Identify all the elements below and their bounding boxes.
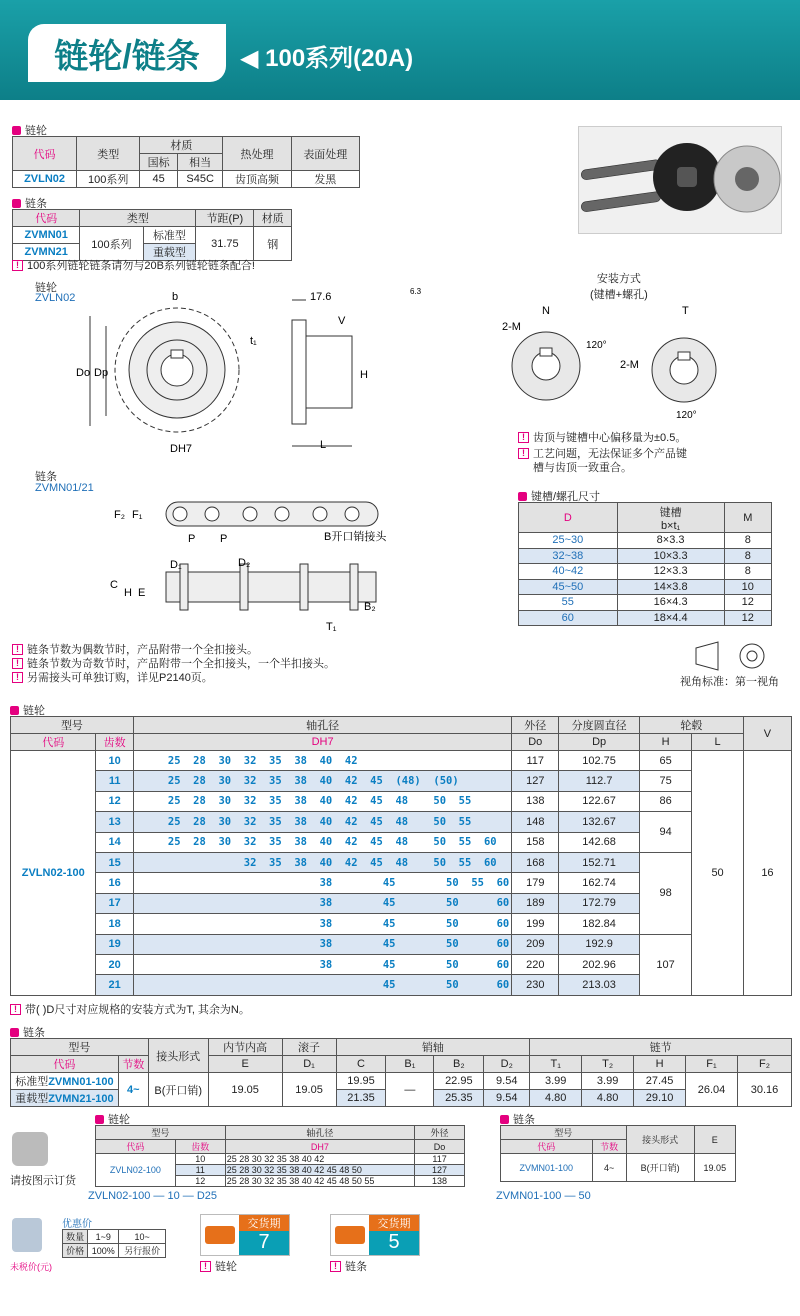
label-h2: H [124, 587, 132, 599]
view-standard: 视角标准：第一视角 [680, 676, 779, 688]
chain-dimension-table: 型号 接头形式 内节内高 滚子 销轴 链节 代码 节数 E D₁ C B₁ B₂ D₂ T₁ T₂ H F₁ F₂ 标准型ZVMN01-100 4~ B(开口销) 19.05 19.05 19.95 — 22.95 9.54 3.99 3.99 27.45 26.04 30.16 重载型ZVMN21-100 21.35 25.35 9.54 4.80 4.80 29.10 [10, 1038, 792, 1107]
delivery-box-sprocket [200, 1214, 290, 1256]
section-title-sprocket-spec: 链轮 [12, 122, 47, 138]
delivery-days: 7 [239, 1231, 289, 1255]
order-label: 请按图示订货 [10, 1175, 76, 1187]
order-sprocket-example: ZVLN02-100 — 10 — D25 [88, 1190, 218, 1202]
label-2m-a: 2-M [502, 321, 521, 333]
section-title-sprocket-table: 链轮 [10, 702, 45, 718]
mount-notes: ! 齿顶与键槽中心偏移量为±0.5。 ! 工艺问题，无法保证多个产品键 槽与齿顶一致重合。 [518, 431, 687, 475]
order-sprocket-title: 链轮 [95, 1111, 130, 1127]
label-h: H [360, 369, 368, 381]
delivery-label: 交货期 [369, 1215, 419, 1231]
label-t1: t₁ [250, 335, 257, 347]
delivery-label: 交货期 [239, 1215, 289, 1231]
sprocket-dimension-table: 型号 轴孔径 外径 分度圆直径 轮毂 V 代码 齿数 DH7 Do Dp H L ZVLN02-100 10 25 28 30 32 35 38 40 42 117 102.75 65 50 16 11 25 28 30 32 35 38 40 42 45 (48) (50) 127 112.7 75 12 25 28 30 32 35 38 40 42 45 48 50 55 138 122.67 86 13 25 28 30 32 35 38 40 42 45 48 50 55 148 132.67 94 14 25 28 30 32 35 38 40 42 45 48 50 55 60 158 142.68 15 32 35 38 40 42 45 48 50 55 60 168 152.71 98 16 38 45 50 55 60 179 162.74 17 38 45 50 60 189 172.79 18 38 45 50 60 199 182.84 19 38 45 50 60 209 192.9 107 20 38 45 50 60 220 202.96 21 45 50 60 230 213.03 [10, 716, 792, 996]
sprocket-row: 21 45 50 60 230 213.03 [11, 975, 792, 995]
label-c: C [110, 579, 118, 591]
order-sprocket-table: 型号 轴孔径 外径 代码 齿数 DH7 Do ZVLN02-100 10 25 28 30 32 35 38 40 42 117 11 25 28 30 32 35 38 40 42 45 48 50 127 12 25 28 30 32 35 38 40 42 45 48 50 55 138 [95, 1125, 465, 1187]
label-v: V [338, 315, 346, 327]
sprocket-spec-table: 代码 类型 材质 热处理 表面处理 国标 相当 ZVLN02 100系列 45 S45C 齿顶高频 发黑 [12, 136, 360, 188]
label-do: Do [76, 367, 91, 379]
keyway-row: 45~50 14×3.8 10 [519, 579, 772, 595]
price-table: 数量 1~9 10~ 价格 100% 另行报价 [62, 1229, 166, 1258]
order-chain-example: ZVMN01-100 — 50 [496, 1190, 591, 1202]
label-dh7: DH7 [170, 443, 193, 455]
chain-notes: ! 链条节数为偶数节时，产品附带一个全扣接头。 ! 链条节数为奇数节时，产品附带一个全扣接头，一个半扣接头。 ! 另需接头可单独订购，详见P2140页。 [12, 643, 335, 685]
sprocket-row: ZVLN02-100 10 25 28 30 32 35 38 40 42 117 102.75 65 50 16 [11, 751, 792, 771]
page-title: 链轮/链条 [28, 24, 226, 82]
product-photo [578, 126, 782, 234]
keyway-table: D 键槽 b×t₁ M 25~30 8×3.3 8 32~38 10×3.3 8 40~42 12×3.3 8 45~50 14×3.8 10 55 16×4.3 12 60 18×4.4 12 [518, 502, 772, 626]
label-e: E [138, 587, 146, 599]
label-b2: B₂ [364, 601, 376, 613]
sprocket-row: 12 25 28 30 32 35 38 40 42 45 48 50 55 138 122.67 86 [11, 791, 792, 811]
warning-note: ! 100系列链轮链条请勿与20B系列链轮链条配合! [12, 259, 255, 273]
label-roughness: 6.3 [410, 287, 422, 296]
keyway-row: 55 16×4.3 12 [519, 595, 772, 611]
section-title-chain-spec: 链条 [12, 195, 47, 211]
label-p1: P [188, 533, 196, 545]
label-d1: D₁ [170, 559, 182, 571]
order-chain-title: 链条 [500, 1111, 535, 1127]
sprocket-row: 16 38 45 50 55 60 179 162.74 [11, 873, 792, 893]
sprocket-row: 17 38 45 50 60 189 172.79 [11, 893, 792, 913]
phone-icon [12, 1132, 48, 1166]
sprocket-drawing [70, 286, 430, 462]
sprocket-row: 15 32 35 38 40 42 45 48 50 55 60 168 152.71 98 [11, 852, 792, 872]
chain-drawing [110, 492, 410, 642]
header-banner [0, 0, 800, 100]
section-title-keyway: 键槽/螺孔尺寸 [518, 488, 600, 504]
label-t: T [682, 305, 689, 317]
label-f1: F₁ [132, 509, 143, 521]
yen-icon [12, 1218, 42, 1252]
section-title-chain-table: 链条 [10, 1024, 45, 1040]
keyway-row: 40~42 12×3.3 8 [519, 564, 772, 580]
sprocket-row: 14 25 28 30 32 35 38 40 42 45 48 50 55 60 158 142.68 [11, 832, 792, 852]
keyway-row: 32~38 10×3.3 8 [519, 548, 772, 564]
label-120-a: 120° [586, 340, 607, 351]
delivery-item-chain: ! 链条 [330, 1260, 367, 1274]
tax-label: 未税价(元) [10, 1262, 52, 1272]
sprocket-row: 11 25 28 30 32 35 38 40 42 45 (48) (50) 127 112.7 75 [11, 771, 792, 791]
sprocket-drawing-label: 链轮 [35, 282, 57, 294]
label-dp: Dp [94, 367, 109, 379]
mount-drawing [498, 298, 788, 424]
product-photo-image [579, 127, 783, 235]
order-chain-table: 型号 接头形式 E 代码 节数 ZVMN01-100 4~ B(开口销) 19.05 [500, 1125, 736, 1182]
delivery-days: 5 [369, 1231, 419, 1255]
label-b: b [172, 291, 179, 303]
chain-drawing-label: 链条 [35, 471, 57, 483]
series-title: ◀ 100系列(20A) [240, 45, 414, 72]
delivery-box-chain [330, 1214, 420, 1256]
sprocket-row: 18 38 45 50 60 199 182.84 [11, 914, 792, 934]
chain-drawing-code: ZVMN01/21 [35, 482, 94, 494]
discount-label: 优惠价 [62, 1219, 92, 1230]
label-t1b: T₁ [326, 621, 337, 633]
label-p2: P [220, 533, 228, 545]
label-n: N [542, 305, 550, 317]
keyway-row: 60 18×4.4 12 [519, 610, 772, 626]
sprocket-row: 19 38 45 50 60 209 192.9 107 [11, 934, 792, 954]
sprocket-row: 20 38 45 50 60 220 202.96 [11, 954, 792, 974]
sprocket-drawing-code: ZVLN02 [35, 292, 76, 304]
delivery-item-sprocket: ! 链轮 [200, 1260, 237, 1274]
label-2m-b: 2-M [620, 359, 639, 371]
first-angle-projection-icon [692, 640, 772, 672]
sprocket-row: 13 25 28 30 32 35 38 40 42 45 48 50 55 148 132.67 94 [11, 812, 792, 832]
chain-spec-table: 代码 类型 节距(P) 材质 ZVMN01 100系列 标准型 31.75 钢 ZVMN21 重载型 [12, 209, 292, 261]
truck-icon [335, 1226, 365, 1244]
label-l: L [320, 439, 327, 451]
label-120-b: 120° [676, 410, 697, 421]
label-17-6: 17.6 [310, 291, 332, 303]
truck-icon [205, 1226, 235, 1244]
label-d2: D₂ [238, 557, 251, 569]
bracket-note: ! 带( )D尺寸对应规格的安装方式为T, 其余为N。 [10, 1003, 250, 1017]
label-f2: F₂ [114, 509, 125, 521]
label-b-joint: B开口销接头 [324, 531, 387, 543]
keyway-row: 25~30 8×3.3 8 [519, 533, 772, 549]
mount-title: 安装方式 (键槽+螺孔) [590, 273, 648, 301]
